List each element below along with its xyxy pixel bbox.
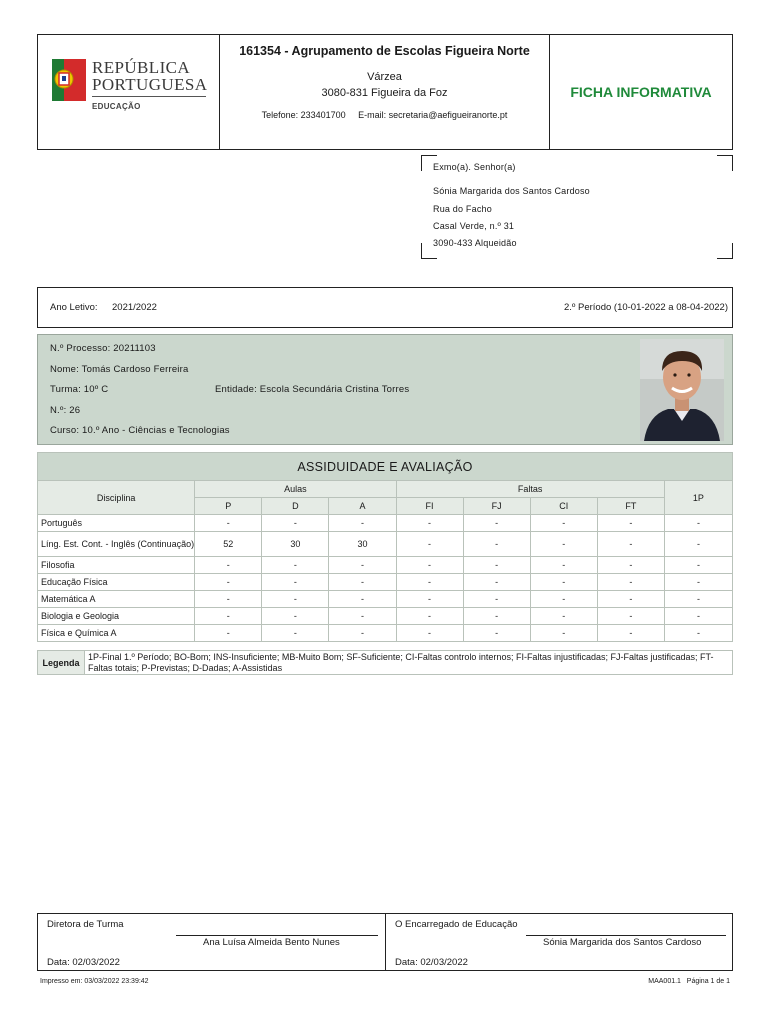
value-cell: - [329,625,396,642]
document-type-box [550,35,732,149]
student-info [37,334,733,445]
school-year-box [37,287,733,328]
col-faltas-ft: FT [597,498,664,515]
school-info [220,35,550,149]
table-row [38,625,733,642]
value-cell: 30 [262,532,329,557]
group-faltas: Faltas [396,481,664,498]
logo-line-1: REPÚBLICA [92,58,191,77]
value-cell: - [664,532,732,557]
value-cell: 52 [195,532,262,557]
value-cell: - [329,574,396,591]
student-number: N.º: 26 [50,405,81,416]
document-type: FICHA INFORMATIVA [570,84,712,100]
value-cell: - [195,608,262,625]
col-faltas-ci: CI [530,498,597,515]
logo-education: EDUCAÇÃO [92,102,141,111]
value-cell: - [530,591,597,608]
value-cell: - [262,515,329,532]
period: 2.º Período (10-01-2022 a 08-04-2022) [563,302,728,313]
value-cell: - [262,608,329,625]
col-aulas-p: P [195,498,262,515]
value-cell: - [664,515,732,532]
signature-guardian [386,914,734,970]
table-row [38,515,733,532]
col-aulas-a: A [329,498,396,515]
portuguese-coat-of-arms-icon [52,59,86,101]
value-cell: - [664,625,732,642]
table-row [38,608,733,625]
address-salutation: Exmo(a). Senhor(a) [433,162,516,172]
value-cell: - [329,557,396,574]
student-process: N.º Processo: 20211103 [50,343,156,354]
value-cell: - [597,574,664,591]
value-cell: - [597,591,664,608]
value-cell: - [396,515,463,532]
value-cell: - [396,532,463,557]
student-course: Curso: 10.º Ano - Ciências e Tecnologias [50,425,230,436]
signature-director-label: Diretora de Turma [47,919,124,930]
discipline-cell: Português [38,515,195,532]
col-discipline: Disciplina [38,481,195,515]
value-cell: - [530,608,597,625]
value-cell: - [664,591,732,608]
value-cell: - [463,625,530,642]
table-row [38,557,733,574]
school-year-value: 2021/2022 [112,302,157,313]
address-name: Sónia Margarida dos Santos Cardoso [433,186,590,196]
value-cell: - [597,625,664,642]
value-cell: - [530,625,597,642]
school-contacts: Telefone: 233401700 E-mail: secretaria@aefigueiranorte.pt [261,110,508,120]
legend-text: 1P-Final 1.º Período; BO-Bom; INS-Insuficiente; MB-Muito Bom; SF-Suficiente; CI-Faltas controlo internos; FI-Faltas injustificadas; FJ-Faltas justificadas; FT-Faltas totais; P-Previstas; D-Dadas; A-Assistidas [88,652,714,673]
discipline-cell: Física e Química A [38,625,195,642]
school-postal: 3080-831 Figueira da Foz [321,87,448,99]
page-number: MAA001.1 Página 1 de 1 [648,978,730,985]
value-cell: - [396,608,463,625]
discipline-cell: Biologia e Geologia [38,608,195,625]
value-cell: - [195,515,262,532]
discipline-cell: Educação Física [38,574,195,591]
value-cell: - [463,532,530,557]
value-cell: - [195,591,262,608]
value-cell: - [664,574,732,591]
value-cell: - [463,608,530,625]
value-cell: - [530,515,597,532]
value-cell: - [530,574,597,591]
address-street: Rua do Facho [433,204,492,214]
discipline-cell: Matemática A [38,591,195,608]
printed-timestamp: Impresso em: 03/03/2022 23:39:42 [40,978,149,985]
logo-line-2: PORTUGUESA [92,75,208,94]
student-class: Turma: 10º C [50,384,109,395]
school-year-label: Ano Letivo: [50,302,98,313]
signature-director [38,914,386,970]
value-cell: - [329,591,396,608]
value-cell: - [597,557,664,574]
discipline-cell: Filosofia [38,557,195,574]
col-faltas-fi: FI [396,498,463,515]
discipline-cell: Líng. Est. Cont. - Inglês (Continuação) [38,532,195,557]
col-1p: 1P [664,481,732,515]
signature-guardian-name: Sónia Margarida dos Santos Cardoso [543,937,702,948]
signature-director-date: Data: 02/03/2022 [47,957,120,968]
signature-guardian-date: Data: 02/03/2022 [395,957,468,968]
value-cell: - [396,625,463,642]
legend-label: Legenda [38,651,85,674]
address-locality: Casal Verde, n.º 31 [433,221,515,231]
value-cell: - [597,515,664,532]
value-cell: - [597,608,664,625]
value-cell: - [463,515,530,532]
value-cell: - [530,532,597,557]
value-cell: - [530,557,597,574]
value-cell: - [463,591,530,608]
value-cell: - [396,591,463,608]
value-cell: - [195,557,262,574]
value-cell: - [262,574,329,591]
value-cell: - [396,557,463,574]
address-postal: 3090-433 Alqueidão [433,238,517,248]
value-cell: - [396,574,463,591]
value-cell: - [262,591,329,608]
table-title: ASSIDUIDADE E AVALIAÇÃO [38,453,733,481]
value-cell: - [195,574,262,591]
student-name: Nome: Tomás Cardoso Ferreira [50,364,189,375]
school-title: 161354 - Agrupamento de Escolas Figueira Norte [239,44,530,58]
student-photo [640,339,724,441]
signature-director-name: Ana Luísa Almeida Bento Nunes [203,937,340,948]
document-header [37,34,733,150]
value-cell: - [664,557,732,574]
value-cell: - [329,515,396,532]
signatures [37,913,733,971]
col-aulas-d: D [262,498,329,515]
table-row [38,591,733,608]
value-cell: - [463,574,530,591]
value-cell: 30 [329,532,396,557]
value-cell: - [262,625,329,642]
table-row [38,574,733,591]
signature-guardian-label: O Encarregado de Educação [395,919,518,930]
col-faltas-fj: FJ [463,498,530,515]
republica-logo [38,35,220,149]
legend [37,650,733,675]
table-row [38,532,733,557]
attendance-table [37,452,733,642]
school-town: Várzea [367,71,402,83]
value-cell: - [664,608,732,625]
group-aulas: Aulas [195,481,396,498]
value-cell: - [329,608,396,625]
student-entity: Entidade: Escola Secundária Cristina Torres [215,384,410,395]
recipient-address [421,155,733,259]
value-cell: - [463,557,530,574]
value-cell: - [195,625,262,642]
value-cell: - [597,532,664,557]
value-cell: - [262,557,329,574]
